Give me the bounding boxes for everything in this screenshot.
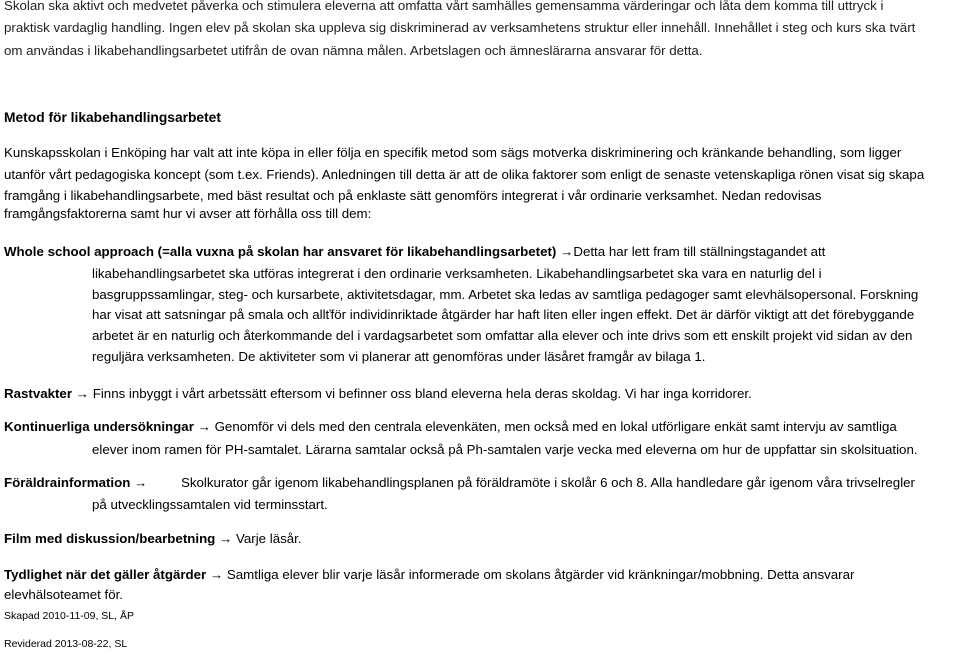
- rastvakter-label: Rastvakter: [4, 386, 73, 401]
- tydlighet-item: [4, 566, 854, 584]
- rastvakter-text: Finns inbyggt i vårt arbetssätt eftersom vi befinner oss bland eleverna hela deras skoldag. Vi har inga korridorer.: [92, 386, 752, 401]
- arrow-icon: →: [197, 419, 211, 434]
- method-line-2: utanför vårt pedagogiska koncept (som t.ex. Friends). Anledningen till detta är att de olika faktorer som enligt de senaste vetenskapliga rönen visat sig skapa: [4, 167, 925, 182]
- whole-school-text-1: Detta har lett fram till ställningstagandet att: [573, 244, 826, 259]
- intro-line-1: Skolan ska aktivt och medvetet påverka och stimulera eleverna att omfatta vårt samhälles gemensamma värderingar och låta dem komma till uttryck i: [4, 0, 884, 13]
- whole-school-line-2: likabehandlingsarbetet ska utföras integrerat i den ordinarie verksamheten. Likabehandlingsarbetet ska vara en naturlig del i: [92, 266, 822, 281]
- method-line-1: Kunskapsskolan i Enköping har valt att inte köpa in eller följa en specifik metod som sägs motverka diskriminering och kränkande behandling, som ligger: [4, 145, 902, 160]
- arrow-icon: →: [560, 244, 574, 259]
- tydlighet-label: Tydlighet när det gäller åtgärder: [4, 567, 207, 582]
- whole-school-line-4: har visat att satsningar på smala och allťför individinriktade åtgärder har haft liten eller ingen effekt. Det är därför viktigt att det förebyggande: [92, 307, 915, 322]
- foraldra-text-1: Skolkurator går igenom likabehandlingsplanen på föräldramöte i skolår 6 och 8. Alla handledare går igenom våra trivselregler: [181, 475, 915, 490]
- whole-school-line-3: basgruppssamlingar, steg- och kursarbete, aktivitetsdagar, mm. Arbetet ska ledas av samtliga pedagoger samt elevhälsopersonal. Forskning: [92, 287, 919, 302]
- film-text: Varje läsår.: [236, 531, 302, 546]
- intro-line-2: praktisk vardaglig handling. Ingen elev på skolan ska uppleva sig diskriminerad av verksamhetens struktur eller innehåll. Innehållet i steg och kurs ska tvärt: [4, 20, 916, 35]
- method-line-4: framgångsfaktorerna samt hur vi avser att förhålla oss till dem:: [4, 206, 372, 221]
- tydlighet-text-1: Samtliga elever blir varje läsår informerade om skolans åtgärder vid kränkningar/mobbning. Detta ansvarar: [226, 567, 855, 582]
- kontinuerliga-line-2: elever inom ramen för PH-samtalet. Lärarna samtalar också på Ph-samtalen varje vecka med eleverna om hur de uppfattar sin skolsituation.: [92, 442, 918, 457]
- kontinuerliga-text-1: Genomför vi dels med den centrala elevenkäten, men också med en lokal utförligare enkät samt intervju av samtliga: [214, 419, 897, 434]
- revised-note: Reviderad 2013-08-22, SL: [4, 638, 128, 650]
- film-item: [4, 530, 302, 548]
- rastvakter-item: [4, 385, 752, 403]
- foraldra-label: Föräldrainformation: [4, 475, 131, 490]
- film-label: Film med diskussion/bearbetning: [4, 531, 216, 546]
- kontinuerliga-item: [4, 418, 897, 436]
- whole-school-item: [4, 243, 825, 261]
- kontinuerliga-label: Kontinuerliga undersökningar: [4, 419, 194, 434]
- whole-school-line-6: reguljära verksamheten. De aktiviteter som vi planerar att genomföras under läsåret framgår av bilaga 1.: [92, 349, 706, 364]
- foraldra-item: [4, 474, 147, 492]
- whole-school-line-5: arbetet är en naturlig och återkommande del i vardagsarbetet som omfattar alla elever och inte drivs som ett enskilt projekt vid sidan av den: [92, 328, 913, 343]
- arrow-icon: →: [75, 386, 90, 401]
- tydlighet-line-2: elevhälsoteamet för.: [4, 587, 124, 602]
- created-note: Skapad 2010-11-09, SL, ÅP: [4, 610, 134, 622]
- arrow-icon: →: [209, 567, 224, 582]
- arrow-icon: →: [134, 475, 148, 490]
- method-line-3: framgång i likabehandlingsarbete, med bäst resultat och på enklaste sätt genomförs integrerat i vår ordinarie verksamhet. Nedan redovisas: [4, 188, 822, 203]
- foraldra-line-2: på utvecklingssamtalen vid terminsstart.: [92, 497, 328, 512]
- intro-line-3: om användas i likabehandlingsarbetet utifrån de ovan nämna målen. Arbetslagen och ämneslärarna ansvarar för detta.: [4, 43, 703, 58]
- method-heading: Metod för likabehandlingsarbetet: [4, 110, 221, 125]
- arrow-icon: →: [219, 531, 233, 546]
- whole-school-label: Whole school approach (=alla vuxna på skolan har ansvaret för likabehandlingsarbetet): [4, 244, 557, 259]
